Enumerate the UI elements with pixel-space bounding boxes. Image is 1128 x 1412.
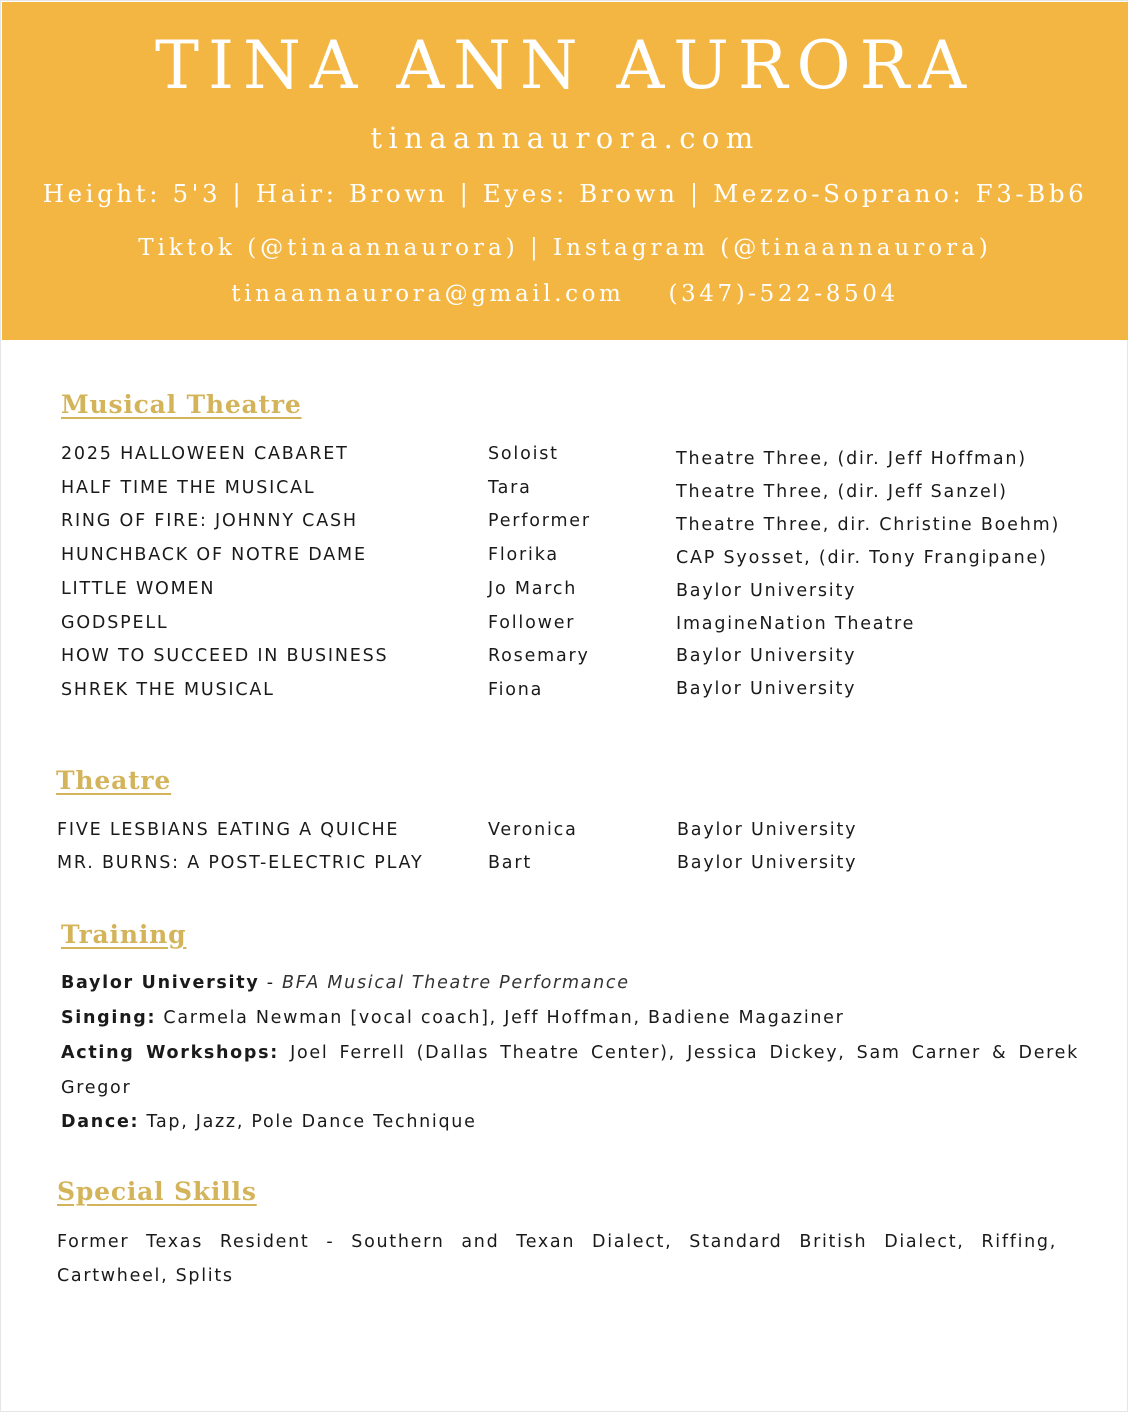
- venue: Baylor University: [677, 820, 858, 840]
- section-title-musical-theatre: Musical Theatre: [61, 390, 302, 419]
- physical-stats: Height: 5'3 | Hair: Brown | Eyes: Brown | Mezzo-Soprano: F3-Bb6: [42, 179, 1088, 208]
- venue: Theatre Three, (dir. Jeff Sanzel): [676, 482, 1008, 502]
- credit-row: [0, 545, 1128, 575]
- header-banner: [2, 2, 1128, 340]
- acting-teachers: Joel Ferrell (Dallas Theatre Center), Jessica Dickey, Sam Carner & Derek Gregor: [61, 1043, 1079, 1098]
- venue: Baylor University: [677, 853, 858, 873]
- dance-label: Dance:: [61, 1112, 140, 1132]
- role: Soloist: [488, 444, 559, 464]
- training-singing: [61, 1001, 1081, 1036]
- role: Performer: [488, 511, 591, 531]
- training-school: [61, 966, 1081, 1001]
- credit-row: [0, 680, 1128, 710]
- phone-number: (347)-522-8504: [668, 281, 899, 307]
- show-title: 2025 HALLOWEEN CABARET: [61, 444, 349, 464]
- social-handles: Tiktok (@tinaannaurora) | Instagram (@tinaannaurora): [138, 235, 992, 261]
- section-title-training: Training: [61, 920, 187, 949]
- school-separator: -: [259, 973, 282, 993]
- show-title: SHREK THE MUSICAL: [61, 680, 275, 700]
- venue: Theatre Three, dir. Christine Boehm): [676, 515, 1061, 535]
- special-skills-text: Former Texas Resident - Southern and Texan Dialect, Standard British Dialect, Riffing, Cartwheel, Splits: [57, 1232, 1057, 1286]
- singing-teachers: Carmela Newman [vocal coach], Jeff Hoffman, Badiene Magaziner: [156, 1008, 845, 1028]
- credit-row: [0, 646, 1128, 676]
- venue: Baylor University: [676, 646, 857, 666]
- credit-row: [0, 853, 1128, 883]
- venue: CAP Syosset, (dir. Tony Frangipane): [676, 548, 1048, 568]
- school-degree: BFA Musical Theatre Performance: [281, 973, 630, 993]
- role: Tara: [488, 478, 532, 498]
- dance-styles: Tap, Jazz, Pole Dance Technique: [139, 1112, 477, 1132]
- credit-row: [0, 511, 1128, 541]
- credit-row: [0, 820, 1128, 850]
- role: Veronica: [488, 820, 578, 840]
- role: Rosemary: [488, 646, 590, 666]
- website-link[interactable]: tinaannaurora.com: [370, 121, 760, 155]
- training-dance: [61, 1105, 1081, 1140]
- show-title: HOW TO SUCCEED IN BUSINESS: [61, 646, 389, 666]
- credit-row: [0, 579, 1128, 609]
- venue: ImagineNation Theatre: [676, 614, 916, 634]
- section-title-theatre: Theatre: [56, 766, 172, 795]
- show-title: RING OF FIRE: JOHNNY CASH: [61, 511, 358, 531]
- venue: Theatre Three, (dir. Jeff Hoffman): [676, 449, 1027, 469]
- credit-row: [0, 613, 1128, 643]
- venue: Baylor University: [676, 581, 857, 601]
- school-name: Baylor University: [61, 973, 260, 993]
- show-title: GODSPELL: [61, 613, 169, 633]
- show-title: FIVE LESBIANS EATING A QUICHE: [57, 820, 400, 840]
- training-acting: [61, 1036, 1079, 1106]
- role: Fiona: [488, 680, 544, 700]
- venue: Baylor University: [676, 679, 857, 699]
- role: Bart: [488, 853, 532, 873]
- show-title: MR. BURNS: A POST-ELECTRIC PLAY: [57, 853, 424, 873]
- email-link[interactable]: tinaannaurora@gmail.com: [231, 281, 625, 307]
- credit-row: [0, 444, 1128, 474]
- contact-line: [2, 278, 1128, 310]
- role: Jo March: [488, 579, 578, 599]
- singing-label: Singing:: [61, 1008, 157, 1028]
- acting-label: Acting Workshops:: [61, 1043, 279, 1063]
- show-title: HUNCHBACK OF NOTRE DAME: [61, 545, 367, 565]
- show-title: HALF TIME THE MUSICAL: [61, 478, 316, 498]
- role: Follower: [488, 613, 576, 633]
- role: Florika: [488, 545, 559, 565]
- performer-name: TINA ANN AURORA: [154, 27, 976, 104]
- section-title-special-skills: Special Skills: [57, 1177, 257, 1206]
- credit-row: [0, 478, 1128, 508]
- show-title: LITTLE WOMEN: [61, 579, 216, 599]
